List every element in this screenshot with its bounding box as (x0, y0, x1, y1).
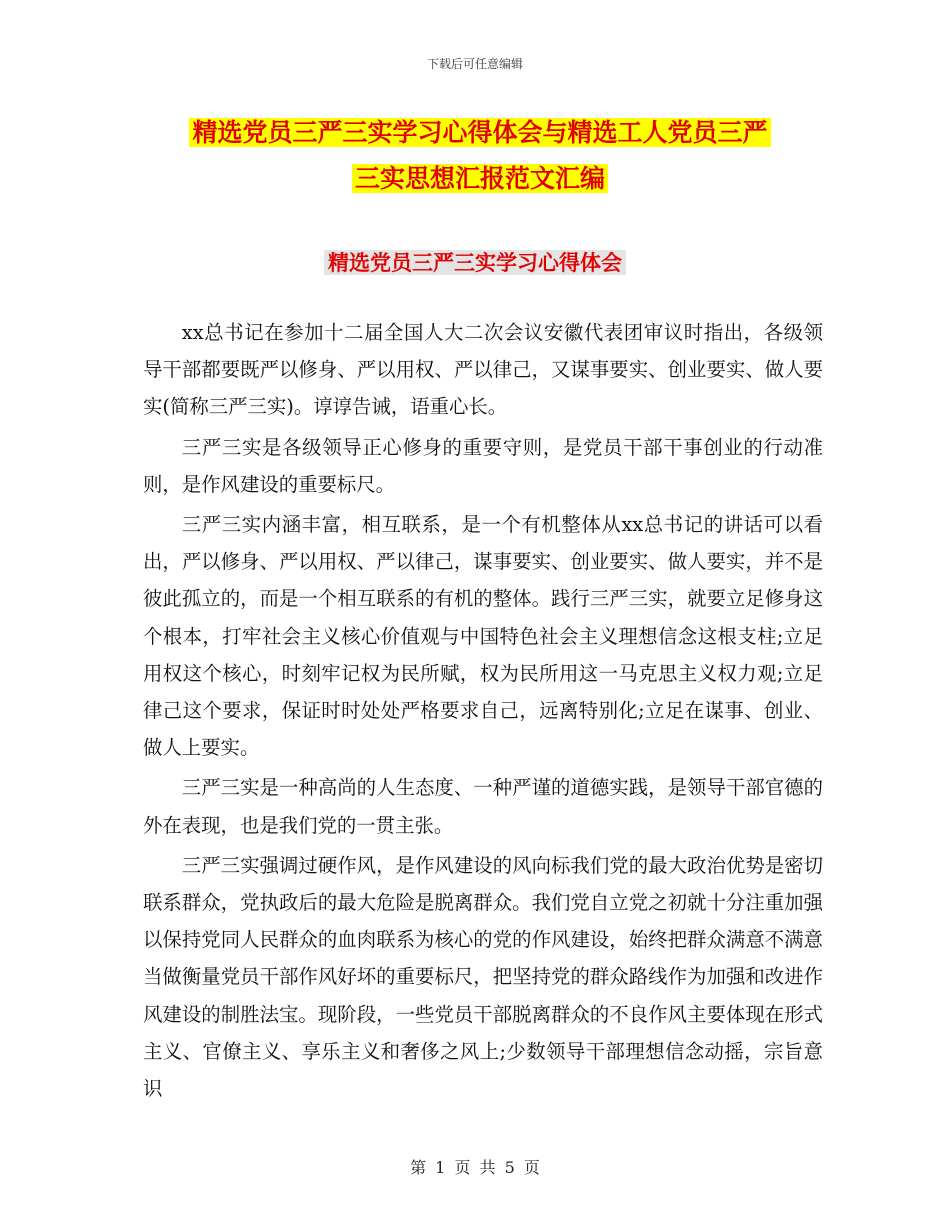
body-paragraph-3: 三严三实内涵丰富，相互联系，是一个有机整体从xx总书记的讲话可以看出，严以修身、严以用权、严以律己，谋事要实、创业要实、做人要实，并不是彼此孤立的，而是一个相互联系的有机的整体。践行三严三实，就要立足修身这个根本，打牢社会主义核心价值观与中国特色社会主义理想信念这根支柱;立足用权这个核心，时刻牢记权为民所赋，权为民所用这一马克思主义权力观;立足律己这个要求，保证时时处处严格要求自己，远离特别化;立足在谋事、创业、做人上要实。 (143, 513, 823, 760)
document-body (143, 314, 823, 1110)
page-footer: 第 1 页 共 5 页 (410, 1158, 540, 1177)
body-paragraph-2: 三严三实是各级领导正心修身的重要守则，是党员干部干事创业的行动准则，是作风建设的重要标尺。 (143, 435, 823, 496)
document-title (140, 110, 820, 202)
document-title-line-1: 精选党员三严三实学习心得体会与精选工人党员三严 (189, 118, 770, 147)
document-title-line-2: 三实思想汇报范文汇编 (352, 164, 608, 193)
section-heading (0, 243, 950, 283)
body-paragraph-5: 三严三实强调过硬作风，是作风建设的风向标我们党的最大政治优势是密切联系群众，党执政后的最大危险是脱离群众。我们党自立党之初就十分注重加强以保持党同人民群众的血肉联系为核心的党的作风建设，始终把群众满意不满意当做衡量党员干部作风好坏的重要标尺，把坚持党的群众路线作为加强和改进作风建设的制胜法宝。现阶段，一些党员干部脱离群众的不良作风主要体现在形式主义、官僚主义、享乐主义和奢侈之风上;少数领导干部理想信念动摇，宗旨意识 (143, 853, 823, 1101)
body-paragraph-4: 三严三实是一种高尚的人生态度、一种严谨的道德实践，是领导干部官德的外在表现，也是我们党的一贯主张。 (143, 776, 823, 837)
page-header: 下载后可任意编辑 (426, 57, 523, 71)
body-paragraph-1: xx总书记在参加十二届全国人大二次会议安徽代表团审议时指出，各级领导干部都要既严以修身、严以用权、严以律己，又谋事要实、创业要实、做人要实(简称三严三实)。谆谆告诫，语重心长。 (143, 321, 823, 419)
section-heading-text: 精选党员三严三实学习心得体会 (324, 250, 626, 275)
